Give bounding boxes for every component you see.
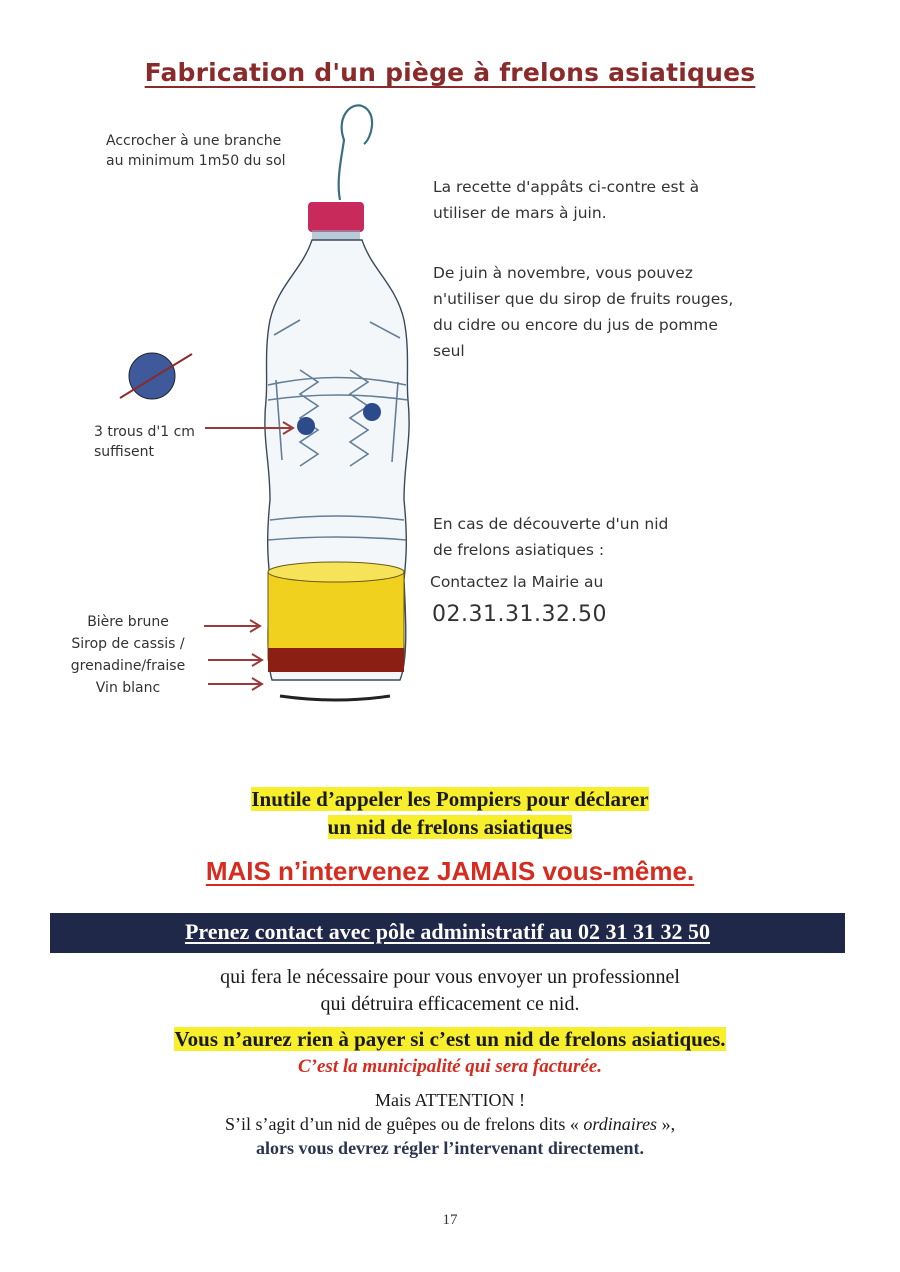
page-number: 17 [442,1212,458,1228]
summer-line: du cidre ou encore du jus de pomme [433,316,718,334]
paragraph-line: qui fera le nécessaire pour vous envoyer un professionnel [220,966,680,988]
bottle-cap [308,202,364,232]
nest-line: de frelons asiatiques : [433,541,605,559]
pay-line: alors vous devrez régler l’intervenant directement. [256,1138,644,1158]
ordinary-pre: S’il s’agit d’un nid de guêpes ou de frelons dits « [224,1114,584,1134]
billed-notice [0,1056,900,1078]
summer-line: seul [433,342,465,360]
recipe-text [433,174,853,226]
hook-icon [339,105,372,200]
attention-block [0,1088,900,1160]
page-title: Fabrication d'un piège à frelons asiatiques [144,58,756,87]
professional-paragraph [0,964,900,1018]
arrow-icon [205,418,300,438]
paragraph-line: qui détruira efficacement ce nid. [320,993,580,1015]
bottle-trap-illustration [240,100,430,710]
free-line: Vous n’aurez rien à payer si c’est un nid de frelons asiatiques. [174,1027,726,1051]
free-notice [0,1027,900,1052]
ordinary-italic: ordinaires [583,1114,658,1134]
syrup-layer [268,648,404,672]
pompiers-line2: un nid de frelons asiatiques [327,815,573,839]
ordinary-line [0,1112,900,1136]
hole-diagram [112,350,198,402]
summer-text [433,260,853,364]
nest-text [433,511,853,563]
warning-text: MAIS n’intervenez JAMAIS vous-même. [205,856,695,886]
hook-note-line: au minimum 1m50 du sol [106,153,286,169]
syrup-label-line1: Sirop de cassis / [71,636,185,652]
holes-note-line: 3 trous d'1 cm [94,424,195,440]
attention-line: Mais ATTENTION ! [375,1090,525,1110]
liquid-arrows [198,610,268,700]
ordinary-post: », [657,1114,676,1134]
contact-bar-text: Prenez contact avec pôle administratif au 02 31 31 32 50 [184,919,711,944]
contact-text: Contactez la Mairie au [430,573,604,591]
liquid-labels [58,611,198,699]
hole-icon [129,353,175,399]
contact-bar [50,913,845,953]
hole-icon [363,403,381,421]
nest-line: En cas de découverte d'un nid [433,515,669,533]
holes-note-line: suffisent [94,444,154,460]
wine-label: Vin blanc [95,680,161,696]
phone-number: 02.31.31.32.50 [432,602,607,627]
recipe-line: utiliser de mars à juin. [433,204,607,222]
recipe-line: La recette d'appâts ci-contre est à [433,178,700,196]
pompiers-notice [0,786,900,842]
summer-line: De juin à novembre, vous pouvez [433,264,693,282]
pompiers-line1: Inutile d’appeler les Pompiers pour déclarer [251,787,649,811]
hook-note-line: Accrocher à une branche [106,133,282,149]
syrup-label-line2: grenadine/fraise [70,658,186,674]
beer-label: Bière brune [87,614,169,630]
billed-line: C’est la municipalité qui sera facturée. [298,1056,602,1077]
summer-line: n'utiliser que du sirop de fruits rouges, [433,290,734,308]
